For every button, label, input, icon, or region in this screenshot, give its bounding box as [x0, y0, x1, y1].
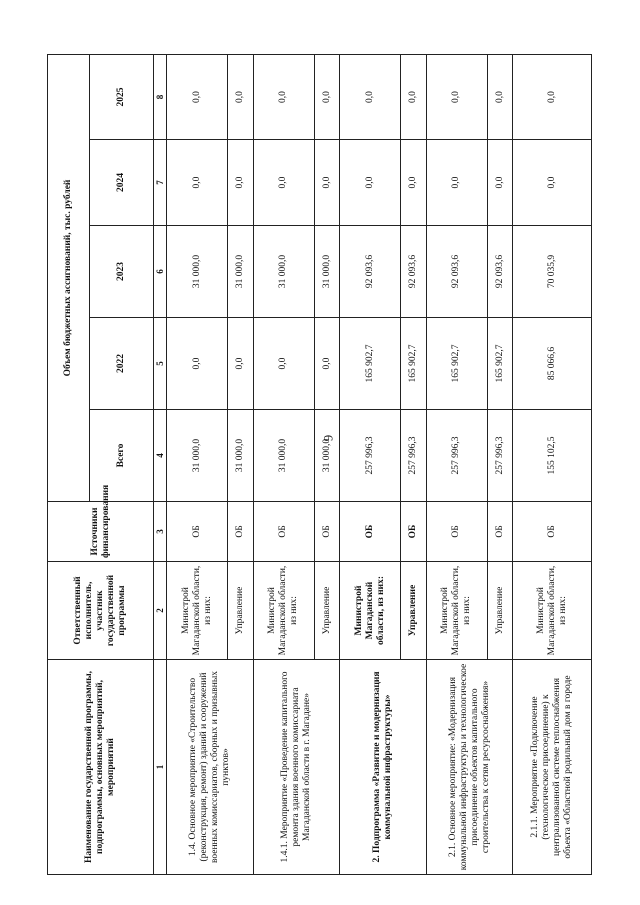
y2022-cell: 165 902,7 — [487, 318, 513, 410]
y2024-cell: 0,0 — [167, 140, 228, 226]
total-cell: 155 102,5 — [513, 410, 592, 502]
executor-cell: Министрой Магаданской области, из них: — [253, 562, 314, 660]
y2022-cell: 165 902,7 — [340, 318, 401, 410]
measure-name: 2.1. Основное мероприятие: «Модернизация коммунальной инфраструктуры и технологическое присоединение объектов капитального строительства к сетям ресурсоснабжения» — [426, 660, 513, 875]
table-row — [253, 55, 314, 875]
y2025-cell: 0,0 — [401, 55, 427, 140]
header-2022: 2022 — [90, 318, 154, 410]
y2024-cell: 0,0 — [401, 140, 427, 226]
source-cell: ОБ — [426, 502, 487, 562]
header-2024: 2024 — [90, 140, 154, 226]
source-cell: ОБ — [401, 502, 427, 562]
y2023-cell: 31 000,0 — [253, 226, 314, 318]
y2023-cell: 92 093,6 — [340, 226, 401, 318]
source-cell: ОБ — [167, 502, 228, 562]
header-2023: 2023 — [90, 226, 154, 318]
total-cell: 257 996,3 — [487, 410, 513, 502]
y2023-cell: 31 000,0 — [314, 226, 340, 318]
col-number: 5 — [154, 318, 167, 410]
y2022-cell: 0,0 — [253, 318, 314, 410]
y2022-cell: 85 066,6 — [513, 318, 592, 410]
y2022-cell: 165 902,7 — [401, 318, 427, 410]
header-name: Наименование государственной программы, подпрограммы, основных мероприятий, мероприятий — [48, 660, 154, 875]
source-cell: ОБ — [314, 502, 340, 562]
source-cell: ОБ — [253, 502, 314, 562]
y2023-cell: 92 093,6 — [487, 226, 513, 318]
total-cell: 257 996,3 — [340, 410, 401, 502]
y2022-cell: 165 902,7 — [426, 318, 487, 410]
source-cell: ОБ — [513, 502, 592, 562]
total-cell: 257 996,3 — [426, 410, 487, 502]
executor-cell: Управление — [314, 562, 340, 660]
y2022-cell: 0,0 — [314, 318, 340, 410]
header-2025: 2025 — [90, 55, 154, 140]
y2023-cell: 70 035,9 — [513, 226, 592, 318]
y2025-cell: 0,0 — [487, 55, 513, 140]
y2024-cell: 0,0 — [513, 140, 592, 226]
y2025-cell: 0,0 — [167, 55, 228, 140]
executor-cell: Управление — [401, 562, 427, 660]
executor-cell: Управление — [228, 562, 254, 660]
header-source: Источники финансирования — [48, 502, 154, 562]
col-number: 3 — [154, 502, 167, 562]
measure-name: 1.4.1. Мероприятие «Проведение капитального ремонта здания военного комиссариата Магаданской области в г. Магадане» — [253, 660, 340, 875]
y2024-cell: 0,0 — [228, 140, 254, 226]
executor-cell: Управление — [487, 562, 513, 660]
col-number: 2 — [154, 562, 167, 660]
y2025-cell: 0,0 — [426, 55, 487, 140]
y2025-cell: 0,0 — [253, 55, 314, 140]
source-cell: ОБ — [340, 502, 401, 562]
y2025-cell: 0,0 — [340, 55, 401, 140]
col-number: 1 — [154, 660, 167, 875]
header-volume: Объем бюджетных ассигнований, тыс. рублей — [48, 55, 90, 502]
source-cell: ОБ — [487, 502, 513, 562]
total-cell: 31 000,0 — [167, 410, 228, 502]
total-cell: 31 000,0 — [314, 410, 340, 502]
y2022-cell: 0,0 — [167, 318, 228, 410]
executor-cell: Министрой Магаданской области, из них: — [167, 562, 228, 660]
table-row — [426, 55, 487, 875]
header-executor: Ответственный исполнитель, участник государственной программы — [48, 562, 154, 660]
header-total: Всего — [90, 410, 154, 502]
y2022-cell: 0,0 — [228, 318, 254, 410]
y2024-cell: 0,0 — [487, 140, 513, 226]
table-row — [513, 55, 592, 875]
y2024-cell: 0,0 — [340, 140, 401, 226]
col-number: 4 — [154, 410, 167, 502]
total-cell: 31 000,0 — [228, 410, 254, 502]
y2023-cell: 92 093,6 — [426, 226, 487, 318]
table-row — [167, 55, 228, 875]
y2025-cell: 0,0 — [228, 55, 254, 140]
y2024-cell: 0,0 — [314, 140, 340, 226]
source-cell: ОБ — [228, 502, 254, 562]
y2025-cell: 0,0 — [513, 55, 592, 140]
col-number: 8 — [154, 55, 167, 140]
measure-name: 1.4. Основное мероприятие «Строительство (реконструкция, ремонт) зданий и сооружений военных комиссариатов, сборных и призывных пунктов» — [167, 660, 254, 875]
measure-name: 2.1.1. Мероприятие «Подключение (технологическое присоединение) к централизованной системе теплоснабжения объекта «Областной родильный дом в городе — [513, 660, 592, 875]
budget-table — [47, 54, 592, 875]
rotated-table-container — [47, 55, 592, 875]
y2023-cell: 31 000,0 — [228, 226, 254, 318]
page-number: 6 — [321, 434, 336, 442]
table-row — [340, 55, 401, 875]
y2024-cell: 0,0 — [253, 140, 314, 226]
col-number: 6 — [154, 226, 167, 318]
y2023-cell: 31 000,0 — [167, 226, 228, 318]
y2023-cell: 92 093,6 — [401, 226, 427, 318]
executor-cell: Министрой Магаданской области, из них: — [426, 562, 487, 660]
subprogram-name: 2. Подпрограмма «Развитие и модернизация коммунальной инфраструктуры» — [340, 660, 427, 875]
y2025-cell: 0,0 — [314, 55, 340, 140]
col-number: 7 — [154, 140, 167, 226]
executor-cell: Министрой Магаданской области, из них: — [513, 562, 592, 660]
y2024-cell: 0,0 — [426, 140, 487, 226]
total-cell: 257 996,3 — [401, 410, 427, 502]
total-cell: 31 000,0 — [253, 410, 314, 502]
executor-cell: Министрой Магаданской области, из них: — [340, 562, 401, 660]
